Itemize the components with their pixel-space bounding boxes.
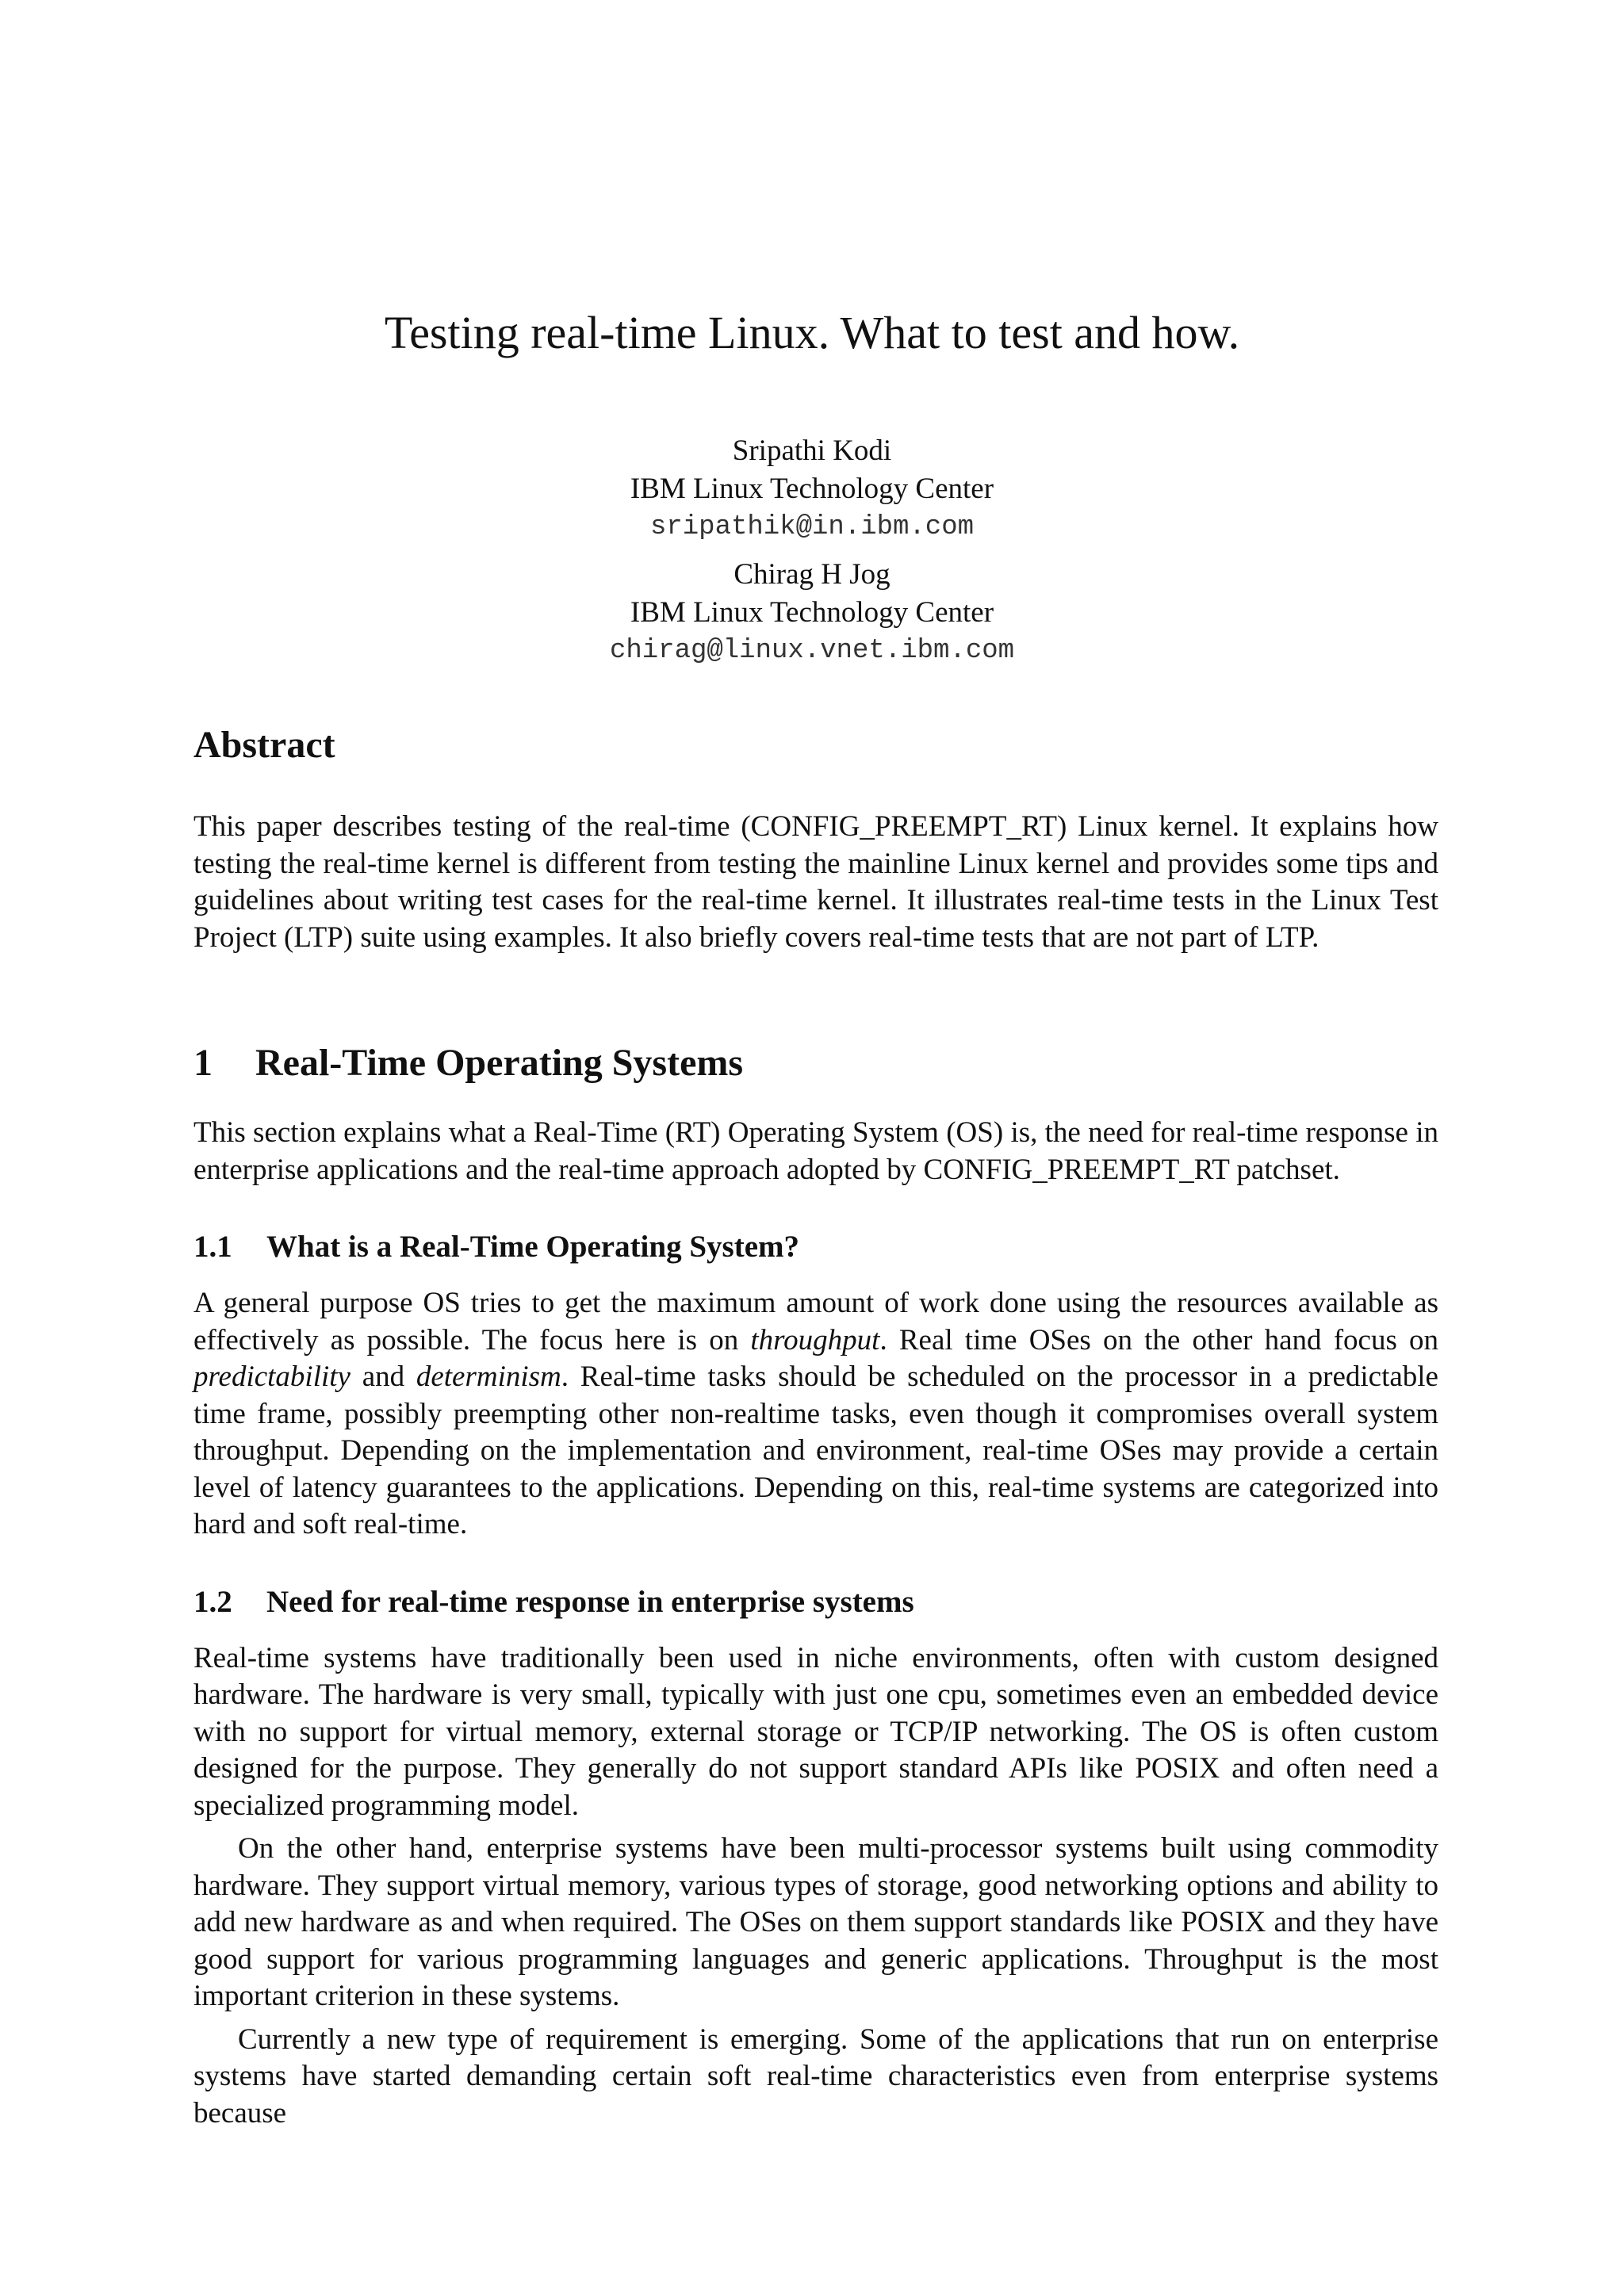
body-paragraph: Real-time systems have traditionally been used in niche environments, often with custom designed hardware. The hardware is very small, typically with just one cpu, sometimes even an embedded device with no support for virtual memory, external storage or TCP/IP networking. The OS is often custom designed for the purpose. They generally do not support standard APIs like POSIX and often need a specialized programming model. <box>193 1641 1438 1822</box>
section-title: Real-Time Operating Systems <box>255 1042 744 1084</box>
subsection-number: 1.1 <box>193 1230 232 1264</box>
author-name: Chirag H Jog <box>733 558 891 591</box>
paper-title: Testing real-time Linux. What to test and how. <box>384 307 1240 358</box>
author-affiliation: IBM Linux Technology Center <box>630 473 994 505</box>
author-email[interactable]: sripathik@in.ibm.com <box>649 512 975 542</box>
abstract-heading: Abstract <box>193 724 335 766</box>
emphasis-text: throughput <box>750 1323 880 1357</box>
emphasis-text: determinism <box>416 1360 561 1393</box>
text-run: . Real time OSes on the other hand focus on <box>879 1323 1438 1357</box>
body-paragraph: Currently a new type of requirement is emerging. Some of the applications that run on enterprise systems have started demanding certain soft real-time characteristics even from enterprise systems because <box>193 2022 1438 2130</box>
text-run: and <box>350 1360 416 1393</box>
section-intro-paragraph: This section explains what a Real-Time (RT) Operating System (OS) is, the need for real-time response in enterprise applications and the real-time approach adopted by CONFIG_PREEMPT_RT patchset. <box>193 1116 1438 1186</box>
section-number: 1 <box>193 1042 213 1084</box>
text-run: . Real-time tasks should be scheduled on the processor in a predictable time frame, possibly preempting other non-realtime tasks, even though it compromises overall system throughput. Depending on the implementation and environment, real-time OSes may provide a certain level of latency guarantees to the applications. Depending on this, real-time systems are categorized into hard and soft real-time. <box>193 1360 1438 1540</box>
body-paragraph: On the other hand, enterprise systems have been multi-processor systems built using commodity hardware. They support virtual memory, various types of storage, good networking options and ability to add new hardware as and when required. The OSes on them support standards like POSIX and they have good support for various programming languages and generic applications. Throughput is the most important criterion in these systems. <box>193 1832 1438 2012</box>
author-block <box>0 432 1624 679</box>
abstract-text: This paper describes testing of the real-time (CONFIG_PREEMPT_RT) Linux kernel. It explains how testing the real-time kernel is different from testing the mainline Linux kernel and provides some tips and guidelines about writing test cases for the real-time kernel. It illustrates real-time tests in the Linux Test Project (LTP) suite using examples. It also briefly covers real-time tests that are not part of LTP. <box>193 810 1438 954</box>
subsection-heading <box>193 1225 1438 1269</box>
subsection-number: 1.2 <box>193 1584 232 1619</box>
section-heading <box>193 1035 1438 1091</box>
subsection-title: Need for real-time response in enterprise systems <box>266 1584 914 1619</box>
author-affiliation: IBM Linux Technology Center <box>630 596 994 629</box>
subsection-heading <box>193 1580 1438 1624</box>
emphasis-text: predictability <box>193 1360 350 1393</box>
author-email[interactable]: chirag@linux.vnet.ibm.com <box>609 636 1015 666</box>
body-paragraph <box>193 1285 1438 1544</box>
author-name: Sripathi Kodi <box>732 434 892 467</box>
author-entry <box>0 556 1624 670</box>
author-entry <box>0 432 1624 546</box>
subsection-title: What is a Real-Time Operating System? <box>266 1230 799 1264</box>
paper-body <box>193 714 1438 2132</box>
text-run: A general purpose OS tries to get the maximum amount of work done using the resources available as effectively as possible. The focus here is on <box>193 1287 1438 1357</box>
